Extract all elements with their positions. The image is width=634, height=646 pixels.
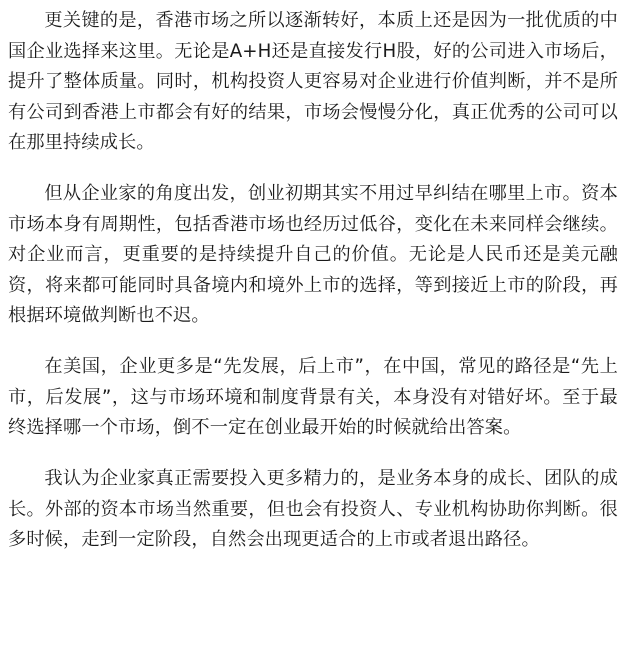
paragraph-entrepreneur-perspective: 但从企业家的角度出发，创业初期其实不用过早纠结在哪里上市。资本市场本身有周期性，包括香港市场也经历过低谷，变化在未来同样会继续。对企业而言，更重要的是持续提升自己的价值。无论是人民币还是美元融资，将来都可能同时具备境内和境外上市的选择，等到接近上市的阶段，再根据环境做判断也不迟。 xyxy=(8,183,618,326)
paragraph-focus-on-growth: 我认为企业家真正需要投入更多精力的，是业务本身的成长、团队的成长。外部的资本市场当然重要，但也会有投资人、专业机构协助你判断。很多时候，走到一定阶段，自然会出现更适合的上市或者退出路径。 xyxy=(8,468,618,550)
paragraph-us-vs-china-path: 在美国，企业更多是“先发展，后上市”，在中国，常见的路径是“先上市，后发展”，这与市场环境和制度背景有关，本身没有对错好坏。至于最终选择哪一个市场，倒不一定在创业最开始的时候就给出答案。 xyxy=(8,356,618,438)
paragraph-hk-market-quality: 更关键的是，香港市场之所以逐渐转好，本质上还是因为一批优质的中国企业选择来这里。无论是A+H还是直接发行H股，好的公司进入市场后，提升了整体质量。同时，机构投资人更容易对企业进行价值判断，并不是所有公司到香港上市都会有好的结果，市场会慢慢分化，真正优秀的公司可以在那里持续成长。 xyxy=(8,10,618,153)
